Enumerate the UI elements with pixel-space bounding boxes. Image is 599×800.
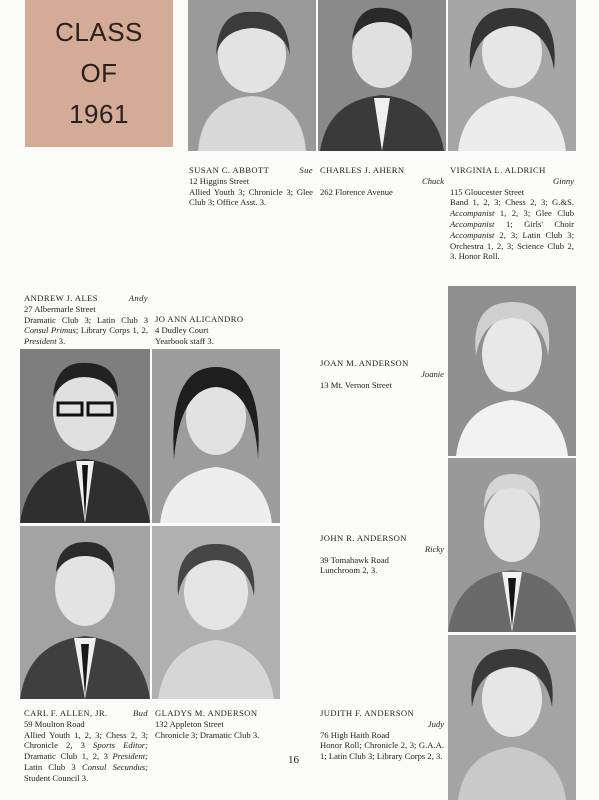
entry-judith-anderson	[320, 708, 444, 762]
student-address: 12 Higgins Street	[189, 175, 250, 186]
entry-joan-anderson	[320, 358, 444, 390]
student-nickname: Judy	[427, 718, 444, 729]
entry-abbott	[189, 165, 313, 208]
portrait-aldrich	[448, 0, 576, 151]
student-address: 132 Appleton Street	[155, 718, 224, 729]
student-name: JOAN M. ANDERSON	[320, 358, 409, 368]
student-nickname: Chuck	[422, 175, 444, 186]
student-nickname: Ricky	[424, 543, 444, 554]
portrait-john-anderson	[448, 458, 576, 632]
entry-aldrich	[450, 165, 574, 262]
student-activities: Allied Youth 3; Chronicle 3; Glee Club 3; Office Asst. 3.	[189, 186, 313, 208]
portrait-allen	[20, 526, 150, 699]
student-activities: Yearbook staff 3.	[155, 335, 214, 346]
student-nickname: Andy	[128, 293, 148, 303]
student-name: JOHN R. ANDERSON	[320, 533, 407, 543]
portrait-gladys-anderson	[152, 526, 280, 699]
entry-ales	[24, 293, 148, 347]
student-nickname: Bud	[132, 708, 148, 718]
portrait-alicandro	[152, 349, 280, 523]
student-name: SUSAN C. ABBOTT	[189, 165, 270, 175]
portrait-judith-anderson	[448, 635, 576, 800]
student-name: CARL F. ALLEN, JR.	[24, 708, 108, 718]
student-address: 39 Tomahawk Road	[320, 554, 389, 565]
student-address: 27 Albermarle Street	[24, 303, 96, 314]
banner-line-class: CLASS	[55, 17, 143, 47]
student-address: 115 Gloucester Street	[450, 186, 525, 197]
portrait-abbott	[188, 0, 316, 151]
student-nickname: Ginny	[552, 175, 574, 186]
student-name: ANDREW J. ALES	[24, 293, 98, 303]
student-activities: Allied Youth 1, 2, 3; Chess 2, 3; Chronicle 2, 3 Sports Editor; Dramatic Club 1, 2, 3 President; Latin Club 3 Consul Secundus; Student Council 3.	[24, 729, 148, 783]
student-address: 59 Moulton Road	[24, 718, 85, 729]
student-nickname: Joanie	[421, 368, 444, 379]
entry-ahern	[320, 165, 444, 197]
student-activities: Dramatic Club 3; Latin Club 3 Consul Primus; Library Corps 1, 2, President 3.	[24, 314, 148, 347]
student-address: 4 Dudley Court	[155, 324, 209, 335]
student-nickname: Sue	[299, 165, 313, 175]
student-activities: Lunchroom 2, 3.	[320, 565, 378, 576]
class-banner	[25, 0, 173, 147]
entry-alicandro	[155, 314, 279, 346]
portrait-ales	[20, 349, 150, 523]
student-name: VIRGINIA L. ALDRICH	[450, 165, 546, 175]
student-activities: Honor Roll; Chronicle 2, 3; G.A.A. 1; Latin Club 3; Library Corps 2, 3.	[320, 740, 444, 762]
student-address: 13 Mt. Vernon Street	[320, 379, 392, 390]
student-address: 76 High Haith Road	[320, 729, 390, 740]
student-name: GLADYS M. ANDERSON	[155, 708, 258, 718]
portrait-ahern	[318, 0, 446, 151]
banner-line-year: 1961	[69, 99, 129, 129]
student-activities: Band 1, 2, 3; Chess 2, 3; G.&S. Accompanist 1, 2, 3; Glee Club Accompanist 1; Girls' Choir Accompanist 2, 3; Latin Club 3; Orchestra 1, 2, 3; Science Club 2, 3. Honor Roll.	[450, 197, 574, 262]
entry-john-anderson	[320, 533, 444, 576]
student-name: JO ANN ALICANDRO	[155, 314, 244, 324]
entry-gladys-anderson	[155, 708, 279, 740]
student-name: CHARLES J. AHERN	[320, 165, 405, 175]
student-name: JUDITH F. ANDERSON	[320, 708, 415, 718]
entry-allen	[24, 708, 148, 784]
banner-line-of: OF	[80, 58, 118, 88]
page-number: 16	[288, 754, 299, 766]
student-address: 262 Florence Avenue	[320, 186, 393, 197]
student-activities: Chronicle 3; Dramatic Club 3.	[155, 729, 260, 740]
portrait-joan-anderson	[448, 286, 576, 456]
